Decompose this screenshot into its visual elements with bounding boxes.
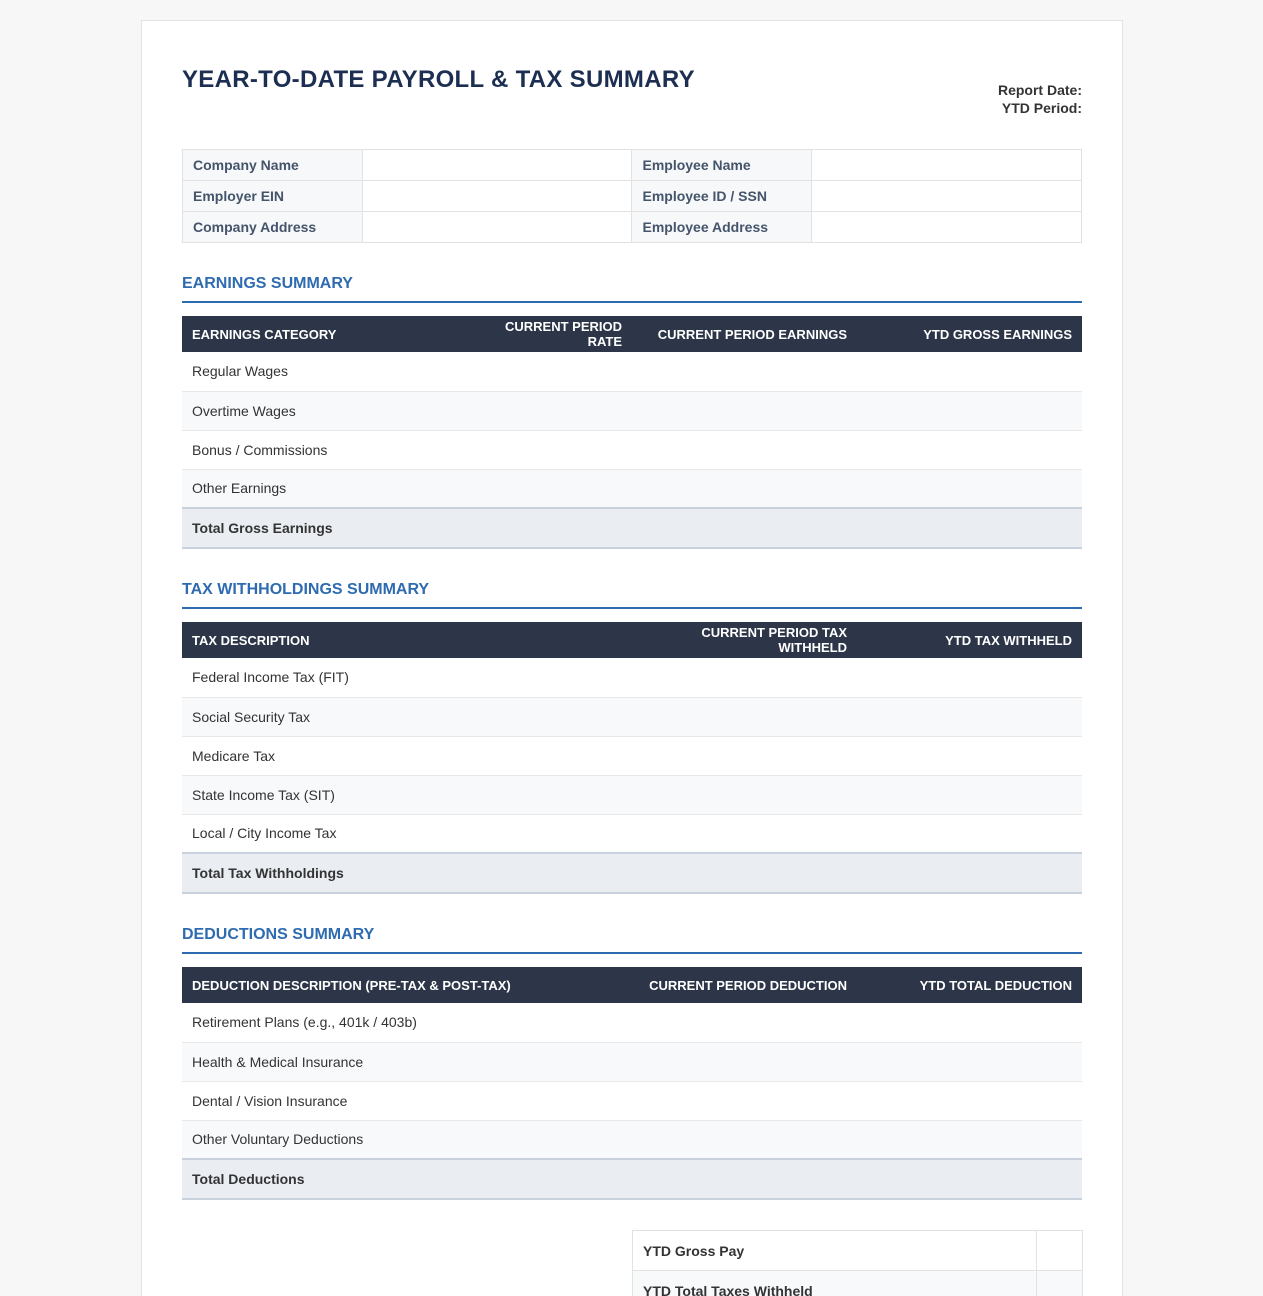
info-row	[183, 212, 1082, 243]
summary-row	[633, 1231, 1083, 1271]
employee-id-field[interactable]	[812, 181, 1082, 212]
value-cell[interactable]	[857, 736, 1082, 775]
value-cell[interactable]	[857, 469, 1082, 508]
summary-row	[633, 1271, 1083, 1296]
row-label: Other Voluntary Deductions	[182, 1120, 632, 1159]
row-label: Dental / Vision Insurance	[182, 1081, 632, 1120]
value-cell[interactable]	[632, 1159, 857, 1199]
value-cell[interactable]	[857, 814, 1082, 853]
summary-value-cell[interactable]	[1037, 1231, 1083, 1271]
value-cell[interactable]	[632, 1042, 857, 1081]
table-row	[182, 391, 1082, 430]
value-cell[interactable]	[632, 658, 857, 697]
info-label: Company Name	[183, 150, 363, 181]
tax-withholdings-table	[182, 622, 1082, 894]
table-row	[182, 469, 1082, 508]
earnings-section-title: EARNINGS SUMMARY	[182, 274, 1082, 303]
value-cell[interactable]	[857, 1120, 1082, 1159]
table-row	[182, 1120, 1082, 1159]
column-header: CURRENT PERIOD TAX WITHHELD	[632, 622, 857, 658]
row-label: Regular Wages	[182, 352, 462, 391]
info-row	[183, 150, 1082, 181]
value-cell[interactable]	[857, 658, 1082, 697]
employee-name-field[interactable]	[812, 150, 1082, 181]
summary-label: YTD Gross Pay	[633, 1231, 1037, 1271]
value-cell[interactable]	[632, 469, 857, 508]
column-header: CURRENT PERIOD EARNINGS	[632, 316, 857, 352]
info-label: Company Address	[183, 212, 363, 243]
value-cell[interactable]	[632, 814, 857, 853]
deductions-section-title: DEDUCTIONS SUMMARY	[182, 925, 1082, 954]
value-cell[interactable]	[462, 508, 632, 548]
value-cell[interactable]	[632, 1120, 857, 1159]
row-label: Medicare Tax	[182, 736, 632, 775]
value-cell[interactable]	[462, 352, 632, 391]
row-label: Federal Income Tax (FIT)	[182, 658, 632, 697]
info-row	[183, 181, 1082, 212]
company-employee-info-table	[182, 149, 1082, 243]
employee-address-field[interactable]	[812, 212, 1082, 243]
table-row	[182, 775, 1082, 814]
total-label: Total Tax Withholdings	[182, 853, 632, 893]
value-cell[interactable]	[857, 775, 1082, 814]
value-cell[interactable]	[632, 352, 857, 391]
row-label: State Income Tax (SIT)	[182, 775, 632, 814]
report-date-label: Report Date:	[997, 82, 1082, 98]
document-page	[141, 20, 1123, 1296]
table-header-row	[182, 967, 1082, 1003]
row-label: Other Earnings	[182, 469, 462, 508]
value-cell[interactable]	[462, 469, 632, 508]
employer-ein-field[interactable]	[362, 181, 632, 212]
value-cell[interactable]	[632, 1081, 857, 1120]
column-header: CURRENT PERIOD DEDUCTION	[632, 967, 857, 1003]
column-header: DEDUCTION DESCRIPTION (PRE-TAX & POST-TAX)	[182, 967, 632, 1003]
info-label: Employer EIN	[183, 181, 363, 212]
company-address-field[interactable]	[362, 212, 632, 243]
document-title: YEAR-TO-DATE PAYROLL & TAX SUMMARY	[182, 66, 695, 93]
table-row	[182, 814, 1082, 853]
ytd-summary-table	[632, 1230, 1083, 1296]
value-cell[interactable]	[857, 697, 1082, 736]
value-cell[interactable]	[632, 430, 857, 469]
total-row	[182, 853, 1082, 893]
row-label: Retirement Plans (e.g., 401k / 403b)	[182, 1003, 632, 1042]
table-row	[182, 1042, 1082, 1081]
table-row	[182, 658, 1082, 697]
total-row	[182, 508, 1082, 548]
value-cell[interactable]	[857, 430, 1082, 469]
taxes-section-title: TAX WITHHOLDINGS SUMMARY	[182, 580, 1082, 609]
ytd-period-label: YTD Period:	[1001, 100, 1082, 116]
value-cell[interactable]	[857, 352, 1082, 391]
value-cell[interactable]	[857, 1159, 1082, 1199]
value-cell[interactable]	[857, 508, 1082, 548]
deductions-table	[182, 967, 1082, 1200]
summary-label: YTD Total Taxes Withheld	[633, 1271, 1037, 1296]
value-cell[interactable]	[632, 697, 857, 736]
summary-value-cell[interactable]	[1037, 1271, 1083, 1296]
value-cell[interactable]	[857, 1003, 1082, 1042]
row-label: Social Security Tax	[182, 697, 632, 736]
value-cell[interactable]	[632, 508, 857, 548]
table-header-row	[182, 316, 1082, 352]
value-cell[interactable]	[462, 430, 632, 469]
report-meta	[998, 81, 1082, 117]
column-header: YTD GROSS EARNINGS	[857, 316, 1082, 352]
total-row	[182, 1159, 1082, 1199]
value-cell[interactable]	[632, 736, 857, 775]
row-label: Bonus / Commissions	[182, 430, 462, 469]
info-label: Employee ID / SSN	[632, 181, 812, 212]
value-cell[interactable]	[632, 391, 857, 430]
column-header: TAX DESCRIPTION	[182, 622, 632, 658]
column-header: CURRENT PERIOD RATE	[462, 316, 632, 352]
table-row	[182, 430, 1082, 469]
table-header-row	[182, 622, 1082, 658]
document-header	[182, 21, 1082, 149]
ytd-summary-box	[632, 1230, 1083, 1296]
table-row	[182, 1003, 1082, 1042]
total-label: Total Gross Earnings	[182, 508, 462, 548]
value-cell[interactable]	[857, 391, 1082, 430]
value-cell[interactable]	[632, 775, 857, 814]
value-cell[interactable]	[632, 1003, 857, 1042]
value-cell[interactable]	[857, 1042, 1082, 1081]
column-header: EARNINGS CATEGORY	[182, 316, 462, 352]
value-cell[interactable]	[857, 853, 1082, 893]
row-label: Health & Medical Insurance	[182, 1042, 632, 1081]
table-row	[182, 697, 1082, 736]
row-label: Local / City Income Tax	[182, 814, 632, 853]
earnings-table	[182, 316, 1082, 549]
table-row	[182, 736, 1082, 775]
total-label: Total Deductions	[182, 1159, 632, 1199]
table-row	[182, 1081, 1082, 1120]
info-label: Employee Name	[632, 150, 812, 181]
value-cell[interactable]	[462, 391, 632, 430]
column-header: YTD TOTAL DEDUCTION	[857, 967, 1082, 1003]
column-header: YTD TAX WITHHELD	[857, 622, 1082, 658]
value-cell[interactable]	[632, 853, 857, 893]
row-label: Overtime Wages	[182, 391, 462, 430]
company-name-field[interactable]	[362, 150, 632, 181]
info-label: Employee Address	[632, 212, 812, 243]
table-row	[182, 352, 1082, 391]
value-cell[interactable]	[857, 1081, 1082, 1120]
